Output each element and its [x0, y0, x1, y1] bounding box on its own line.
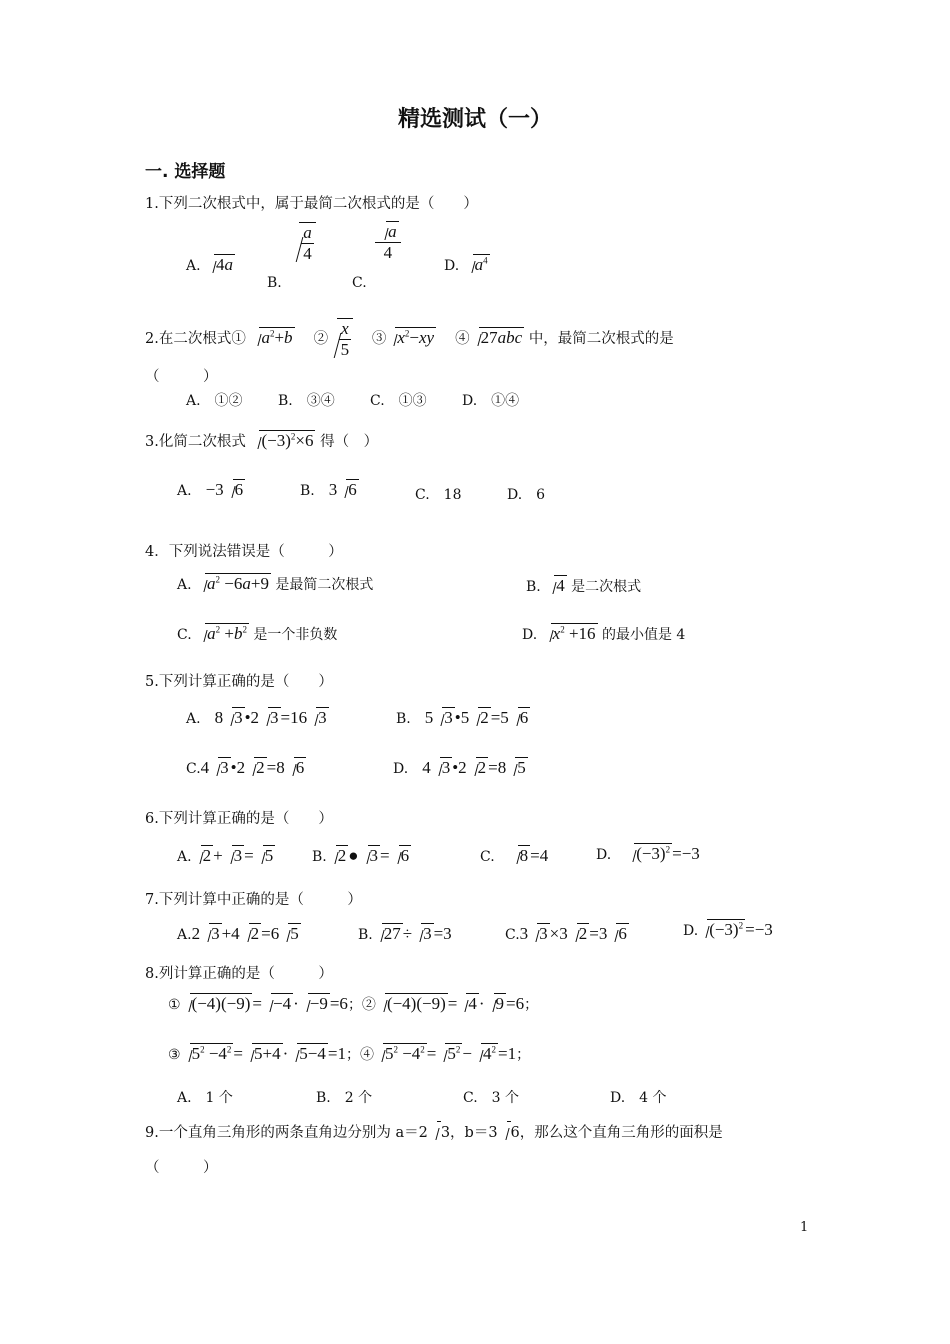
question-5: 5.下列计算正确的是（ ） [145, 674, 333, 690]
question-6: 6.下列计算正确的是（ ） [145, 811, 333, 827]
question-9: 9.一个直角三角形的两条直角边分别为 a＝2 3，b＝3 6，那么这个直角三角形的面积是 [145, 1121, 723, 1142]
question-8: 8.列计算正确的是（ ） [145, 966, 333, 982]
q8-option-a: A. 1 个 [177, 1090, 233, 1106]
question-4: 4．下列说法错误是（ ） [145, 544, 343, 560]
q3-option-a: A. −3 6 [177, 480, 244, 499]
q8-statement-1: ① (−4)(−9) = −4 · −9 =6；② (−4)(−9) = 4 · 9 =6； [168, 994, 539, 1013]
question-2: 2.在二次根式① $a^2+b$ ② $\frac{x}{5}$ ③ $x^2-xy$ ④ 27abc 中，最简二次根式的是 [145, 319, 674, 359]
q8-statement-3: ③ $5^2 -4^2 = 5+4 \cdot 5-4 =1$；④ $5^2 -4^2 = 5^2 - 4^2 =1$； [168, 1044, 531, 1063]
q1-option-a: A. 4a [186, 255, 234, 274]
q5-option-b: B. 5 3 •5 2 =5 6 [396, 708, 529, 727]
q3-option-b: B. 3 6 [300, 480, 357, 499]
q2-option-c: C. ①③ [370, 393, 427, 409]
section-heading: 一. 选择题 [145, 162, 226, 182]
q1-option-c: C. $\frac{a}{4}$ [352, 222, 401, 263]
q5-option-a: A. 8 3 •2 3 =16 3 [186, 708, 327, 727]
q5-option-c: C.4 3 •2 2 =8 6 [186, 758, 305, 777]
q7-option-b: B. 27 ÷ 3 =3 [358, 924, 452, 943]
q7-option-d: D. $(-3)^2 =-3$ [683, 920, 773, 939]
q6-option-d: D. $(-3)^2 =-3$ [596, 844, 700, 863]
q6-option-c: C. 8 =4 [480, 846, 549, 865]
q3-option-d: D. 6 [507, 487, 546, 503]
q3-option-c: C. 18 [415, 487, 462, 503]
question-1: 1.下列二次根式中，属于最简二次根式的是（ ） [145, 196, 478, 212]
q7-option-c: C.3 3 ×3 2 =3 6 [505, 924, 627, 943]
q6-option-b: B. 2 ● 3 = 6 [312, 846, 410, 865]
q4-option-c: C. $a^2 +b^2$ 是一个非负数 [177, 624, 338, 643]
page-title: 精选测试（一） [397, 107, 552, 132]
q5-option-d: D. 4 3 •2 2 =8 5 [393, 758, 526, 777]
question-7: 7.下列计算中正确的是（ ） [145, 892, 362, 908]
q1-option-b: B. $\frac{a}{4}$ [267, 222, 316, 264]
q4-option-b: B. 4 是二次根式 [526, 576, 642, 595]
page-number: 1 [800, 1220, 809, 1235]
q8-option-b: B. 2 个 [316, 1090, 373, 1106]
q6-option-a: A. 2 + 3 = 5 [177, 846, 274, 865]
q7-option-a: A.2 3 +4 2 =6 5 [177, 924, 299, 943]
q4-option-d: D. $x^2 +16$ 的最小值是 4 [522, 624, 686, 643]
question-3: 3.化简二次根式 $(-3)^2\times 6$ 得（ ） [145, 431, 379, 450]
q2-option-a: A. ①② [186, 393, 243, 409]
q2-paren: （ ） [145, 369, 218, 385]
q9-paren: （ ） [145, 1160, 218, 1176]
q2-option-d: D. ①④ [462, 393, 520, 409]
q8-option-d: D. 4 个 [610, 1090, 667, 1106]
q4-option-a: A. $a^2 -6a+9$ 是最简二次根式 [177, 574, 374, 593]
q8-option-c: C. 3 个 [463, 1090, 520, 1106]
q2-option-b: B. ③④ [278, 393, 335, 409]
q1-option-d: D. $a^4$ [444, 255, 488, 274]
